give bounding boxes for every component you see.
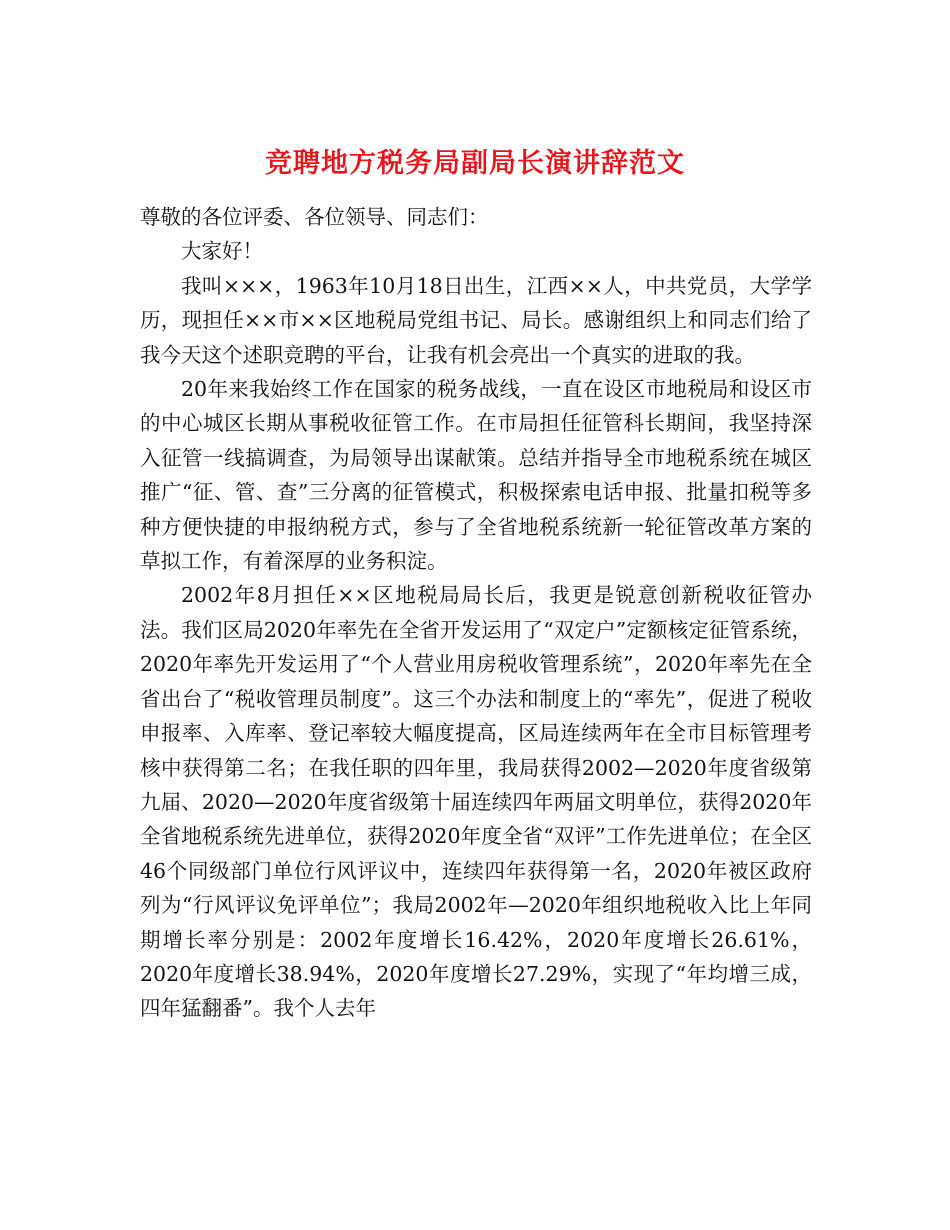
salutation: 尊敬的各位评委、各位领导、同志们：: [140, 205, 489, 229]
paragraph-greeting: 大家好！: [181, 239, 263, 264]
document-body: [140, 200, 812, 1026]
paragraph-introduction: 我叫×××，1963年10月18日出生，江西××人，中共党员，大学学历，现担任××市××区地税局党组书记、局长。感谢组织上和同志们给了我今天这个述职竞聘的平台，让我有机会亮出一个真实的进取的我。: [140, 273, 812, 367]
paragraph-achievements: 2002年8月担任××区地税局局长后，我更是锐意创新税收征管办法。我们区局2020年率先在全省开发运用了“双定户”定额核定征管系统，2020年率先开发运用了“个人营业用房税收管理系统”，2020年率先在全省出台了“税收管理员制度”。这三个办法和制度上的“率先”，促进了税收申报率、入库率、登记率较大幅度提高，区局连续两年在全市目标管理考核中获得第二名；在我任职的四年里，我局获得2002—2020年度省级第九届、2020—2020年度省级第十届连续四年两届文明单位，获得2020年全省地税系统先进单位，获得2020年度全省“双评”工作先进单位；在全区46个同级部门单位行风评议中，连续四年获得第一名，2020年被区政府列为“行风评议免评单位”；我局2002年—2020年组织地税收入比上年同期增长率分别是：2002年度增长16.42%，2020年度增长26.61%，2020年度增长38.94%，2020年度增长27.29%，实现了“年均增三成，四年猛翻番”。我个人去年: [140, 583, 812, 1021]
document-title: 竞聘地方税务局副局长演讲辞范文: [265, 148, 685, 180]
paragraph-career: 20年来我始终工作在国家的税务战线，一直在设区市地税局和设区市的中心城区长期从事税收征管工作。在市局担任征管科长期间，我坚持深入征管一线搞调查，为局领导出谋献策。总结并指导全市地税系统在城区推广“征、管、查”三分离的征管模式，积极探索电话申报、批量扣税等多种方便快捷的申报纳税方式，参与了全省地税系统新一轮征管改革方案的草拟工作，有着深厚的业务积淀。: [140, 377, 812, 574]
